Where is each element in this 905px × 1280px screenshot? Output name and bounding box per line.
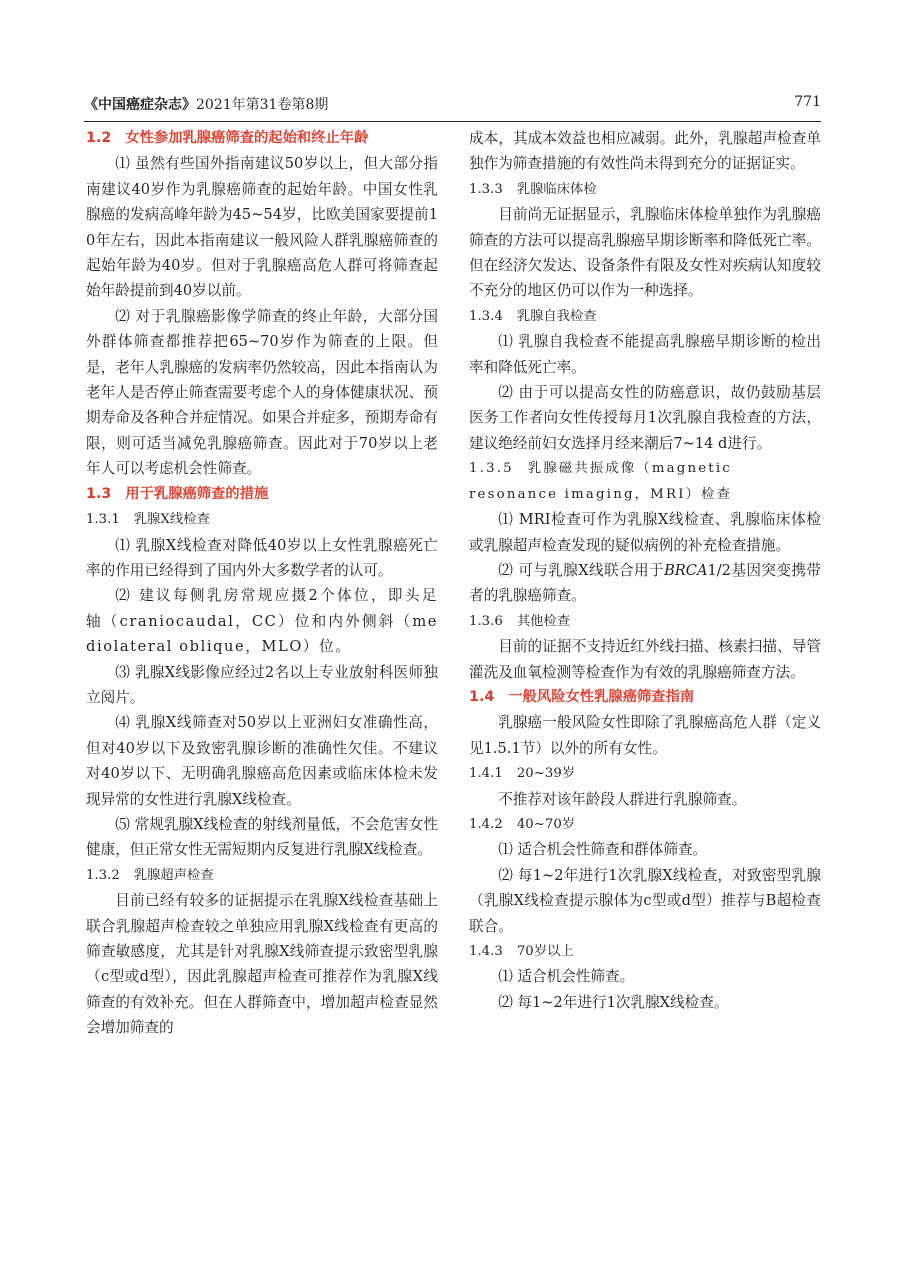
subsection-title: 乳腺超声检查 xyxy=(133,867,214,883)
page-number: 771 xyxy=(794,94,821,110)
subsection-title: 乳腺磁共振成像（magnetic resonance imaging，MRI）检查 xyxy=(469,461,733,502)
section-title: 一般风险女性乳腺癌筛查指南 xyxy=(508,688,695,705)
subsection-number: 1.3.6 xyxy=(469,613,503,629)
subsection-heading-1-3-5 xyxy=(469,456,821,507)
paragraph: 目前已经有较多的证据提示在乳腺X线检查基础上联合乳腺超声检查较之单独应用乳腺X线检查有更高的筛查敏感度，尤其是针对乳腺X线筛查提示致密型乳腺（c型或d型），因此乳腺超声检查可推荐作为乳腺X线筛查的有效补充。但在人群筛查中，增加超声检查显然会增加筛查的 xyxy=(86,892,438,1037)
paragraph: ⑴ 适合机会性筛查和群体筛查。 xyxy=(498,841,708,859)
paragraph: ⑵ 每1~2年进行1次乳腺X线检查，对致密型乳腺（乳腺X线检查提示腺体为c型或d型）推荐与B超检查联合。 xyxy=(469,866,821,935)
running-header xyxy=(84,92,821,118)
subsection-heading-1-3-6 xyxy=(469,609,821,634)
paragraph: ⑶ 乳腺X线影像应经过2名以上专业放射科医师独立阅片。 xyxy=(86,663,438,706)
paragraph: 目前的证据不支持近红外线扫描、核素扫描、导管灌洗及血氧检测等检查作为有效的乳腺癌筛查方法。 xyxy=(469,638,821,681)
right-column xyxy=(469,126,821,1015)
subsection-heading-1-4-1 xyxy=(469,761,821,786)
subsection-number: 1.3.2 xyxy=(86,867,120,883)
header-rule xyxy=(84,121,821,122)
subsection-heading-1-4-2 xyxy=(469,812,821,837)
paragraph: 乳腺癌一般风险女性即除了乳腺癌高危人群（定义见1.5.1节）以外的所有女性。 xyxy=(469,714,821,757)
paragraph: ⑵ 对于乳腺癌影像学筛查的终止年龄，大部分国外群体筛查都推荐把65~70岁作为筛查的上限。但是，老年人乳腺癌的发病率仍然较高，因此本指南认为老年人是否停止筛查需要考虑个人的身体健康状况、预期寿命及各种合并症情况。如果合并症多，预期寿命有限，则可适当减免乳腺癌筛查。因此对于70岁以上老年人可以考虑机会性筛查。 xyxy=(86,307,438,478)
subsection-number: 1.3.3 xyxy=(469,181,503,197)
section-heading-1-2 xyxy=(86,126,438,151)
subsection-number: 1.4.3 xyxy=(469,944,503,959)
paragraph: ⑴ 虽然有些国外指南建议50岁以上，但大部分指南建议40岁作为乳腺癌筛查的起始年龄。中国女性乳腺癌的发病高峰年龄为45~54岁，比欧美国家要提前10年左右，因此本指南建议一般风险人群乳腺癌筛查的起始年龄为40岁。但对于乳腺癌高危人群可将筛查起始年龄提前到40岁以前。 xyxy=(86,155,438,300)
subsection-heading-1-3-3 xyxy=(469,177,821,202)
paragraph xyxy=(469,558,821,609)
journal-citation xyxy=(84,94,328,114)
paragraph: ⑵ 建议每侧乳房常规应摄2个体位，即头足轴（craniocaudal，CC）位和内外侧斜（mediolateral oblique，MLO）位。 xyxy=(86,587,438,656)
text-run: 1/2基因突变携带者的乳腺癌筛查。 xyxy=(469,561,821,605)
subsection-number: 1.3.5 xyxy=(469,461,514,477)
subsection-heading-1-3-2 xyxy=(86,863,438,888)
paragraph: ⑵ 由于可以提高女性的防癌意识，故仍鼓励基层医务工作者向女性传授每月1次乳腺自我检查的方法，建议绝经前妇女选择月经来潮后7~14 d进行。 xyxy=(469,384,821,452)
subsection-number: 1.3.4 xyxy=(469,308,503,324)
subsection-title: 乳腺X线检查 xyxy=(133,512,210,528)
subsection-heading-1-4-3 xyxy=(469,939,821,964)
paragraph: ⑸ 常规乳腺X线检查的射线剂量低，不会危害女性健康，但正常女性无需短期内反复进行乳腺X线检查。 xyxy=(86,815,438,859)
section-number: 1.4 xyxy=(469,688,495,705)
paragraph: 不推荐对该年龄段人群进行乳腺筛查。 xyxy=(498,790,747,808)
section-heading-1-4 xyxy=(469,685,821,710)
subsection-title: 其他检查 xyxy=(516,613,571,629)
subsection-heading-1-3-1 xyxy=(86,507,438,532)
section-number: 1.3 xyxy=(86,485,112,502)
gene-name: BRCA xyxy=(664,561,708,579)
subsection-title: 40~70岁 xyxy=(516,816,576,832)
paragraph: 成本，其成本效益也相应减弱。此外，乳腺超声检查单独作为筛查措施的有效性尚未得到充分的证据证实。 xyxy=(469,130,821,173)
subsection-number: 1.3.1 xyxy=(86,512,120,528)
paragraph: ⑵ 每1~2年进行1次乳腺X线检查。 xyxy=(498,993,729,1011)
section-title: 用于乳腺癌筛查的措施 xyxy=(125,485,269,502)
paragraph: ⑴ 乳腺自我检查不能提高乳腺癌早期诊断的检出率和降低死亡率。 xyxy=(469,333,821,376)
paragraph: ⑷ 乳腺X线筛查对50岁以上亚洲妇女准确性高，但对40岁以下及致密乳腺诊断的准确性欠佳。不建议对40岁以下、无明确乳腺癌高危因素或临床体检未发现异常的女性进行乳腺X线检查。 xyxy=(86,714,438,808)
subsection-title: 乳腺临床体检 xyxy=(516,181,597,197)
subsection-title: 20~39岁 xyxy=(516,766,576,782)
section-heading-1-3 xyxy=(86,482,438,507)
subsection-number: 1.4.1 xyxy=(469,766,503,782)
text-run: ⑵ 可与乳腺X线联合用于 xyxy=(498,561,665,579)
left-column xyxy=(86,126,438,1041)
paragraph: ⑴ 适合机会性筛查。 xyxy=(498,968,635,986)
paragraph: 目前尚无证据显示，乳腺临床体检单独作为乳腺癌筛查的方法可以提高乳腺癌早期诊断率和降低死亡率。但在经济欠发达、设备条件有限及女性对疾病认知度较不充分的地区仍可以作为一种选择。 xyxy=(469,206,821,300)
section-title: 女性参加乳腺癌筛查的起始和终止年龄 xyxy=(125,130,369,146)
paragraph: ⑴ MRI检查可作为乳腺X线检查、乳腺临床体检或乳腺超声检查发现的疑似病例的补充检查措施。 xyxy=(469,511,821,554)
paragraph: ⑴ 乳腺X线检查对降低40岁以上女性乳腺癌死亡率的作用已经得到了国内外大多数学者的认可。 xyxy=(86,536,438,579)
section-number: 1.2 xyxy=(86,130,112,146)
journal-name: 《中国癌症杂志》 xyxy=(84,97,196,113)
subsection-title: 70岁以上 xyxy=(516,944,574,959)
issue-info: 2021年第31卷第8期 xyxy=(196,97,329,113)
subsection-title: 乳腺自我检查 xyxy=(516,308,597,324)
subsection-heading-1-3-4 xyxy=(469,304,821,329)
subsection-number: 1.4.2 xyxy=(469,816,503,832)
